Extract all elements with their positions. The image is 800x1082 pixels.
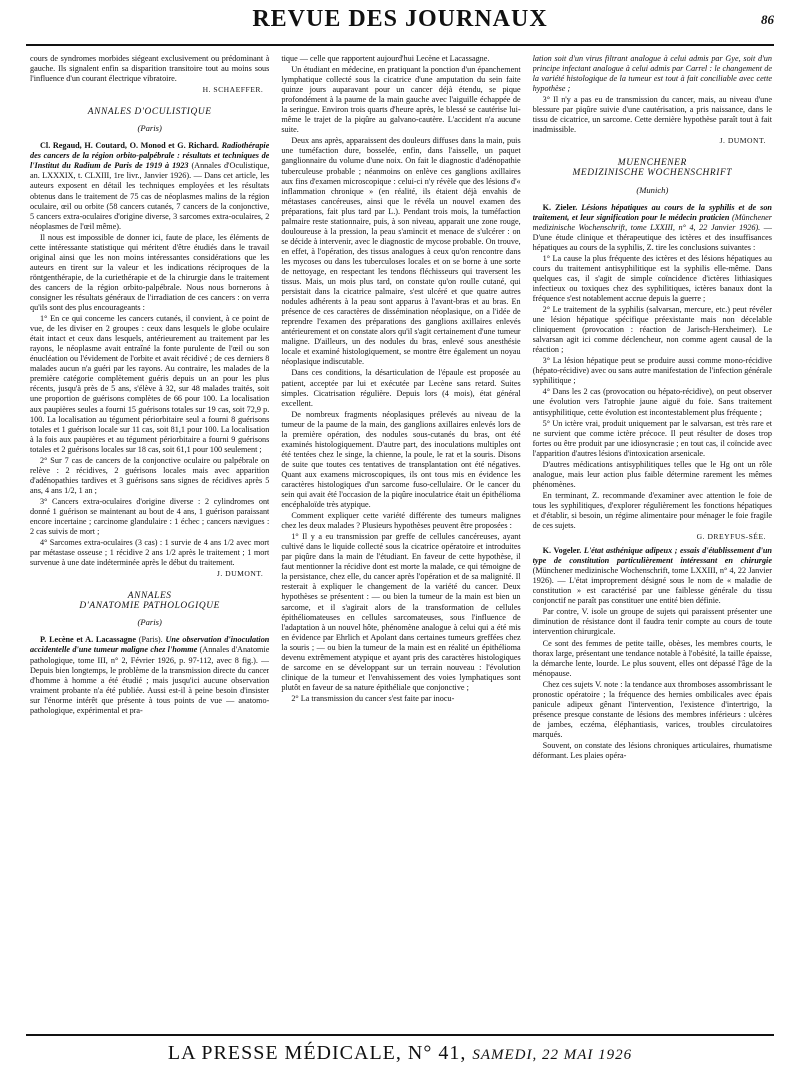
section-heading: ANNALES D'OCULISTIQUE (87, 107, 212, 118)
intro-paragraph: cours de syndromes morbides siégeant exclusivement ou prédominant à gauche. Ils signalent enfin sa disparition transitoire tout au moins sous l'influence d'un courant électrique vibratoire. (30, 54, 270, 84)
signature: J. DUMONT. (719, 136, 766, 146)
article-city: (Paris). (138, 635, 163, 645)
article-paragraph: lation soit d'un virus filtrant analogue à celui admis par Gye, soit d'un principe infectant analogue à celui admis par Carrel : le changement de la variété histologique de la tumeur est tout à fait conciliable avec cette hypothèse ; (532, 54, 772, 94)
column-3 (533, 54, 772, 1026)
article-paragraph: 1° La cause la plus fréquente des ictères et des lésions hépatiques au cours du traitement antisyphilitique est la syphilis elle-même. Dans quelques cas, il s'agit de simple coïncidence d'ictères lithiasiques infectieux ou toxiques chez des syphilitiques, ictères banaux dont la fréquence s'est notablement accrue depuis la guerre ; (532, 253, 772, 303)
article-paragraph: Comment expliquer cette variété différente des tumeurs malignes chez les deux malades ? Plusieurs hypothèses peuvent être proposées : (281, 511, 521, 531)
footer-date: SAMEDI, 22 MAI 1926 (472, 1047, 633, 1063)
section-city: (Munich) (636, 184, 669, 195)
article-paragraph (30, 141, 269, 231)
article-title: Une observation d'inoculation accidentelle d'une tumeur maligne chez l'homme (30, 635, 270, 655)
article-paragraph (30, 635, 269, 715)
article-paragraph: 3° Il n'y a pas eu de transmission du cancer, mais, au niveau d'une blessure par piqûre suivie d'une cautérisation, a pris naissance, dans le tissu de cicatrice, un sarcome. Cette dernière hypothèse paraît tout à fait inadmissible. (532, 95, 772, 135)
article-paragraph: Il nous est impossible de donner ici, faute de place, les éléments de cette intéressante statistique qui méritent d'être étudiés dans le travail original ainsi que les non moins intéressantes considérations que les auteurs en tirent sur la valeur et les indications réciproques de la röntgenthérapie, de la curiethérapie et de la chirurgie dans le traitement des cancers de la région orbito-palpébrale. Nous nous bornerons à consigner les résultats généraux de l'irradiation de ces cancers : on verra qu'ils sont des plus encourageants : (30, 232, 270, 313)
article-paragraph: 1° Il y a eu transmission par greffe de cellules cancéreuses, ayant cultivé dans le liquide collecté sous la cicatrice opératoire et introduites par piqûre dans la main de l'étudiant. En faveur de cette hypothèse, il faut mentionner la récidive dont est morte la malade, ce qui témoigne de la persistance, chez elle, du cancer après l'opération et de sa malignité. Il resterait à expliquer le changement de la variété du cancer. Deux hypothèses se présentent : — ou bien la tumeur de la main est bien un sarcome, et il s'agirait alors de la transformation de cellules épithéliomateuses en cellules sarcomateuses, sous l'influence de l'adaptation à un nouvel hôte, phénomène analogue à celui qui a été mis en évidence par Ehrlich et Apolant dans certaines tumeurs greffées chez la souris ; — ou bien la tumeur de la main est en réalité un épithélioma devenu extrêmement atypique et ayant pris des caractères histologiques de sarcome en se développant sur un terrain nouveau : l'évolution clinique de la tumeur et l'envahissement des voies lymphatiques sont plutôt en faveur de sa nature épithéliale que conjonctive ; (281, 532, 521, 692)
article-paragraph (533, 203, 772, 253)
article-paragraph: Souvent, on constate des lésions chroniques articulaires, rhumatisme déformant. Les plaies opéra- (532, 741, 772, 761)
article-paragraph: Chez ces sujets V. note : la tendance aux thromboses assombrissant le pronostic opératoire ; la fréquence des hernies ombilicales avec épais panicule adipeux gênant l'intervention, l'existence d'intertrigo, la présence presque constante de lésions des membres inférieurs : ulcères de jambes, eczéma, éléphantiasis, varices, troubles circulatoires marqués. (532, 679, 772, 739)
article-paragraph: De nombreux fragments néoplasiques prélevés au niveau de la tumeur de la paume de la main, des ganglions axillaires enlevés lors de la première opération, des nodules sous-cutanés du bras, ont été examinés histologiquement. D'autre part, des inoculations multiples ont été tentées chez le singe, la chienne, la poule, le rat et la souris. Disons de suite que toutes ces tentatives de transplantation ont été négatives. Quant aux examens microscopiques, ils ont tous mis en évidence les caractères histologiques d'un sarcome fuso-cellulaire. Or le cancer du sein qui avait été l'occasion de la piqûre inoculatrice était un épithélioma encéphaloïde très atypique. (281, 409, 521, 510)
column-2 (281, 54, 520, 1026)
article-authors: Cl. Regaud, H. Coutard, O. Monod et G. Richard. (40, 141, 219, 151)
article-authors: K. Vogeler. (542, 546, 582, 556)
article-reference: (Münchener medizinische Wochenschrift, tome LXXIII, n° 4, 22 Janvier 1926). (532, 212, 772, 232)
page-number: 86 (761, 12, 774, 27)
article-paragraph: 3° Cancers extra-oculaires d'origine diverse : 2 cylindromes ont donné 1 guérison se maintenant au bout de 4 ans, 1 guérison paraissant encore incertaine ; carcinome glandulaire : 1 échec ; cancers nævigues : 2 cas suivis de mort ; (30, 496, 270, 537)
journal-section-title: REVUE DES JOURNAUX (252, 6, 548, 32)
article-paragraph: 5° Un ictère vrai, produit uniquement par le salvarsan, est très rare et ne survient que comme ictère précoce. Il peut résulter de doses trop fortes ou être produit par une idiosyncrasie ; en tout cas, il coïncide avec l'apparition d'autres lésions d'intoxication arsenicale. (532, 418, 772, 458)
article-paragraph: 2° La transmission du cancer s'est faite par inocu- (291, 693, 455, 703)
section-city: (Paris) (137, 123, 162, 134)
article-paragraph: En terminant, Z. recommande d'examiner avec attention le foie de tous les syphilitiques, d'explorer régulièrement les fonctions hépatiques et d'établir, si besoin, un régime alimentaire pour ménager le foie fragile de ces sujets. (532, 490, 772, 531)
article-reference: (Münchener medizinische Wochenschrift, tome LXXIII, n° 4, 22 Janvier 1926). — L'état improprement désigné sous le nom de « maladie de constitution » est caractérisé par une faiblesse générale du tissu conjonctif ne paraît pas constituer une entité bien définie. (532, 566, 772, 606)
section-city: (Paris) (137, 617, 162, 628)
article-paragraph: 4° Dans les 2 cas (provocation ou hépato-récidive), on peut observer une évolution vers l'atrophie jaune aiguë du foie. Sans traitement antisyphilitique, cette évolution est incontestablement plus fréquente ; (532, 387, 772, 417)
article-columns (30, 54, 772, 1026)
article-authors: P. Lecène et A. Lacassagne (40, 635, 136, 645)
article-paragraph: D'autres médications antisyphilitiques telles que le Hg ont un rôle analogue, mais leur action plus faible détermine rarement les mêmes phénomènes. (532, 459, 772, 489)
signature: G. DREYFUS-SÉE. (696, 532, 766, 542)
article-paragraph (533, 546, 772, 606)
article-reference: (Annales d'Anatomie pathologique, tome III, n° 2, Février 1926, p. 97-112, avec 8 fig.). — Depuis bien longtemps, le problème de la transmission directe du cancer d'homme à homme a été étudié ; mais jusqu'ici aucune observation vraiment probante n'a été publiée. Aussi est-il à peine besoin d'insister sur l'énorme intérêt que présente à tous points de vue — anatomo-pathologique, expérimental et pra- (30, 645, 270, 715)
section-heading: MUENCHENER (617, 158, 687, 169)
article-paragraph: 2° Le traitement de la syphilis (salvarsan, mercure, etc.) peut révéler une lésion hépatique spécifique préexistante mais non décelable cliniquement (provocation : réaction de Jarisch-Herxheimer). Le salvarsan agit ici comme déclencheur, non comme agent causal de la réaction ; (532, 305, 772, 355)
article-reference: (Annales d'Oculistique, an. LXXXIX, t. CLXIII, 1re livr., Janvier 1926). — Dans cet article, les auteurs exposent en détail les techniques employées et les résultats obtenus dans le traitement de 75 cas de néoplasmes malins de la région oculaire, œil ou orbite (58 cancers cutanés, 7 cancers de la conjonctive, 5 cancers extra-oculaires d'origine diverse, 3 sarcomes extra-oculaires, 2 néoplasmes de l'œil même). (30, 161, 270, 231)
article-paragraph: Dans ces conditions, la désarticulation de l'épaule est proposée au patient, acceptée par lui et exécutée par Lecène sans retard. Suites simples. Cicatrisation régulière. Depuis lors (4 mois), état général excellent. (281, 368, 521, 408)
article-paragraph: 1° En ce qui concerne les cancers cutanés, il convient, à ce point de vue, de les diviser en 2 groupes : ceux dans lesquels le globe oculaire était intact et ceux dans lesquels, antérieurement au traitement par les rayons, le néoplasme avait entraîné la fonte purulente de l'œil ou son énucléation ou l'évidement de l'orbite et avait récidivé ; de ces derniers 8 malades aucun n'a guéri par les rayons. Au contraire, les malades de la première catégorie complètement guéris depuis un an pour les plus récents, jusqu'à près de 5 ans, s'élève à 32, sur 48 malades traités, soit une proportion de guérisons complètes de 66 pour 100. La localisation aux paupières seules a fourni 15 guérisons totales sur 19 cas, soit 72,9 p. 100. La localisation au tégument périorbitaire seul a fourni 8 guérisons totales et 1 guérison locale sur 11 cas, soit 81,1 pour 100. La localisation à la fois aux paupières et au tégument périorbitaire a fourni 9 guérisons totales et 2 guérisons locales sur 18 cas, soit 61,1 pour 100 seulement ; (30, 314, 270, 454)
section-heading: MEDIZINISCHE WOCHENSCHRIFT (572, 168, 733, 179)
footer-journal: LA PRESSE MÉDICALE, N° 41, (167, 1042, 467, 1064)
article-title: Lésions hépatiques au cours de la syphilis et de son traitement, et leur signification pour le médecin praticien (532, 202, 772, 222)
article-title: L'état asthénique adipeux ; essais d'établissement d'un type de constitution particulièrement intéressant en chirurgie (532, 546, 772, 566)
article-text: — D'une étude clinique et thérapeutique des ictères et des insuffisances hépatiques au cours de la syphilis, Z. tire les conclusions suivantes : (532, 222, 772, 252)
article-paragraph: 3° La lésion hépatique peut se produire aussi comme mono-récidive (hépato-récidive) avec ou sans autre manifestation de l'infection générale syphilitique ; (532, 356, 772, 386)
page-header (26, 4, 774, 46)
page-footer (26, 1034, 774, 1076)
signature: H. SCHAEFFER. (202, 85, 264, 95)
section-heading: ANNALES (127, 591, 172, 602)
article-title: Radiothérapie des cancers de la région orbito-palpébrale : résultats et techniques de l'Institut du Radium de Paris de 1919 à 1923 (30, 141, 270, 171)
signature: J. DUMONT. (216, 569, 264, 579)
column-1 (30, 54, 269, 1026)
article-paragraph: Un étudiant en médecine, en pratiquant la ponction d'un épanchement lymphatique collecté sous la cicatrice d'une amputation du sein faite quinze jours auparavant pour un cancer déjà étendu, se pique profondément à la paume de la main gauche avec l'aiguille échappée de la seringue. Environ trois quarts d'heure après, le blessé se cautérise lui-même le trajet de la piqûre au galvano-cautère. L'accident n'a aucune suite. (281, 65, 521, 135)
article-paragraph: Ce sont des femmes de petite taille, obèses, les membres courts, le thorax large, présentant une tendance notable à l'obésité, la taille épaisse, la démarche lente, lourde. Le plus souvent, elles ont dépassé l'âge de la ménopause. (532, 638, 772, 678)
section-heading: D'ANATOMIE PATHOLOGIQUE (79, 601, 220, 612)
article-paragraph: tique — celle que rapportent aujourd'hui Lecène et Lacassagne. (281, 54, 490, 63)
article-authors: K. Zieler. (542, 202, 578, 212)
article-paragraph: 2° Sur 7 cas de cancers de la conjonctive oculaire ou palpébrale on relève : 2 récidives, 2 guérisons locales mais avec apparition d'adénopathies tardives et 3 guérisons sans signes de récidives après 5 ans, 4 ans 1/2, 1 an ; (30, 455, 270, 495)
article-paragraph: 4° Sarcomes extra-oculaires (3 cas) : 1 survie de 4 ans 1/2 avec mort par métastase osseuse ; 1 récidive 2 ans 1/2 après le traitement ; 1 mort survenue à une date indéterminée après le début du traitement. (30, 538, 270, 568)
footer-line (26, 1042, 774, 1065)
article-paragraph: Par contre, V. isole un groupe de sujets qui paraissent présenter une diminution de résistance dont il faudra tenir compte au cours de toute intervention chirurgicale. (532, 607, 772, 637)
article-paragraph: Deux ans après, apparaissent des douleurs diffuses dans la main, puis une tuméfaction dure, bosselée, enfin, dans l'aisselle, un paquet ganglionnaire du volume d'une noix. On fait le diagnostic d'adénopathie tuberculeuse probable ; néanmoins on enlève ces ganglions axillaires aux fins d'examen microscopique : celui-ci n'y révèle que des lésions d'« inflammation chronique » (en réalité, ils étaient déjà envahis de métastases cancéreuses, ainsi que le révéla un nouvel examen des préparations, fait plus tard par L.). Pendant trois mois, la tuméfaction palmaire reste stationnaire, puis, à son niveau, apparait une zone rouge, douloureuse à la pression, la peau s'amincit et menace de s'ulcérer : on se décide à intervenir, avec le diagnostic de mycose probable. On trouve, en effet, à l'opération, des tissus analogues à ceux qu'on rencontre dans les mycoses ou dans les tuberculoses locales et on se borne à une sorte de nettoyage, en respectant les tendons fléchisseurs qui traversent les tissus. Mais, un mois plus tard, on constate qu'on roulle cutané, qui persistait dans la cicatrice palmaire, s'est ulcéré et que quatre autres nodules adhérents à la peau sont apparus à l'avant-bras et au bras. En présence de ces caractères de dissémination néoplasique, on a l'idée de reprendre l'examen des préparations des ganglions axillaires enlevés antérieurement et on constate alors qu'il s'agit certainement d'une tumeur maligne. D'ailleurs, un des nodules du bras, enlevé sous anesthésie locale et examiné histologiquement, se montre être également un noyau néoplasique indiscutable. (281, 136, 521, 367)
